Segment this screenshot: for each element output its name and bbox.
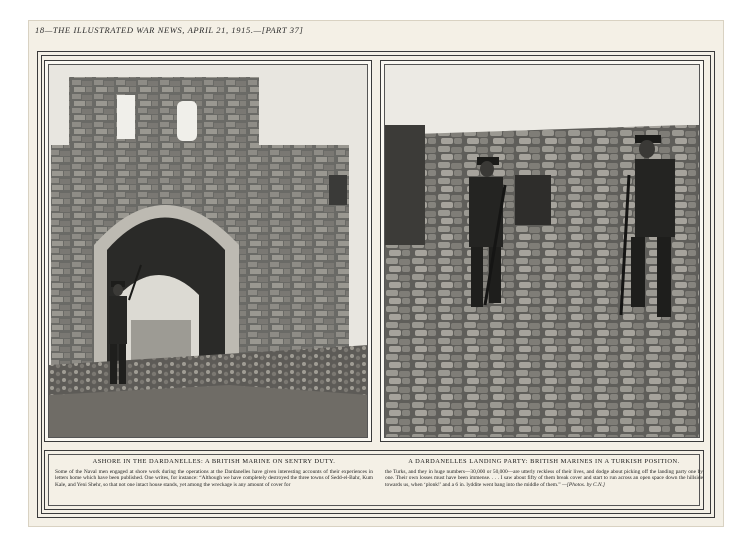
photo-panel-left: [44, 60, 372, 442]
wall-opening: [515, 175, 551, 225]
photo-right: [384, 64, 700, 438]
upper-wall: [69, 77, 259, 147]
page-frame: [37, 51, 715, 518]
window-1: [117, 95, 135, 139]
caption-right-body: the Turks, and they in huge numbers—30,000 or 50,000—are utterly reckless of their lives, and dodge about picking off the landing party one by one. Their own losses must have been immense. . . . I saw about fifty of them break cover and start to run across an open space down the hillside towards us, when ‘plonk!’ and a 6 in. lyddite went bang into the middle of them.”: [385, 468, 703, 488]
marine-figure-1: [469, 157, 505, 307]
window-2: [177, 101, 197, 141]
photo-panel-right: [380, 60, 704, 442]
caption-right: [385, 459, 703, 488]
lower-wall: [425, 315, 700, 438]
photo-left: [48, 64, 368, 438]
photo-credit: —[Photos. by C.N.]: [562, 481, 605, 488]
caption-inner: [48, 454, 703, 506]
doorway: [385, 125, 425, 245]
magazine-page: [28, 20, 724, 527]
caption-left-title: ASHORE IN THE DARDANELLES: A BRITISH MARINE ON SENTRY DUTY.: [92, 458, 336, 465]
caption-right-title: A DARDANELLES LANDING PARTY: BRITISH MARINES IN A TURKISH POSITION.: [408, 458, 680, 465]
caption-left: [55, 459, 373, 488]
photo-left-image: [49, 65, 368, 438]
wall-window: [329, 175, 347, 205]
running-head: 18—THE ILLUSTRATED WAR NEWS, APRIL 21, 1915.—[PART 37]: [35, 25, 304, 35]
caption-box: [44, 450, 704, 510]
caption-left-body: Some of the Naval men engaged at shore work during the operations at the Dardanelles have given interesting accounts of their experiences in letters home which have been published. One writes, for instance: “Although we have completely destroyed the three towns of Sedd-el-Bahr, Kum Kale, and Yeni Shehr, so that not one intact house stands, yet among the wreckage is any amount of cover for: [55, 468, 373, 488]
ground: [49, 385, 368, 438]
distant-hill: [131, 320, 191, 360]
photo-right-image: [385, 65, 700, 438]
